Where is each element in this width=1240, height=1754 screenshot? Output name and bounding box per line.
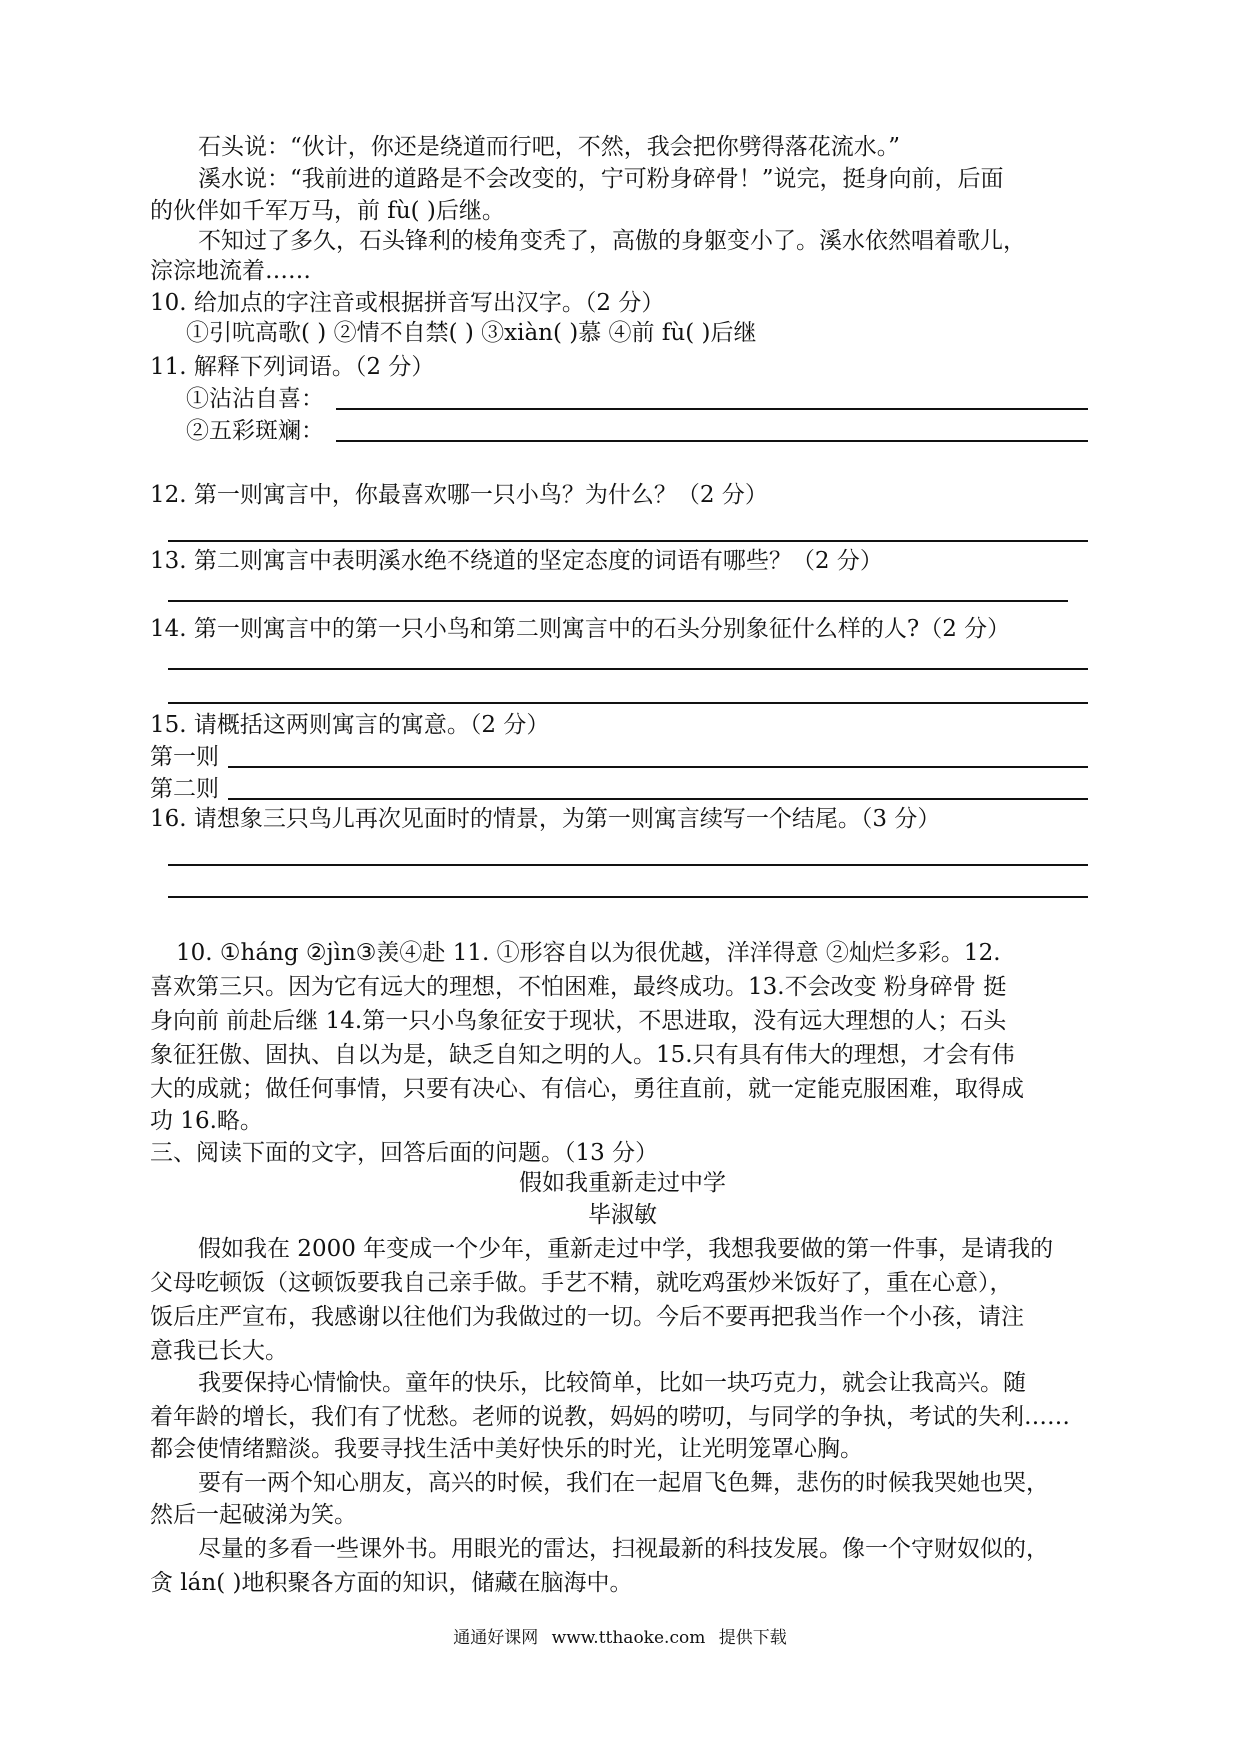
answer-line <box>336 440 1088 442</box>
answer-line <box>168 864 1088 866</box>
question-15: 15. 请概括这两则寓言的寓意。（2 分） <box>150 712 550 738</box>
article-line: 父母吃顿饭（这顿饭要我自己亲手做。手艺不精，就吃鸡蛋炒米饭好了，重在心意）， <box>150 1270 1013 1296</box>
answer-line <box>336 408 1088 410</box>
question-15-b: 第二则 <box>150 776 219 802</box>
answer-key-line: 10. ①háng ②jìn③羡④赴 11. ①形容自以为很优越，洋洋得意 ②灿烂多彩。12. <box>176 940 1001 966</box>
passage-line: 不知过了多久，石头锋利的棱角变秃了，高傲的身躯变小了。溪水依然唱着歌儿， <box>198 228 1026 254</box>
article-author: 毕淑敏 <box>588 1202 657 1228</box>
footer-note: 提供下载 <box>718 1628 787 1648</box>
article-line: 要有一两个知心朋友，高兴的时候，我们在一起眉飞色舞，悲伤的时候我哭她也哭， <box>198 1470 1049 1496</box>
article-line: 然后一起破涕为笑。 <box>150 1502 357 1528</box>
question-14: 14. 第一则寓言中的第一只小鸟和第二则寓言中的石头分别象征什么样的人?（2 分） <box>150 616 1011 642</box>
answer-line <box>168 600 1068 602</box>
question-12: 12. 第一则寓言中，你最喜欢哪一只小鸟？为什么？（2 分） <box>150 482 768 508</box>
answer-line <box>168 540 1088 542</box>
passage-line: 淙淙地流着…… <box>150 258 311 284</box>
answer-line <box>168 668 1088 670</box>
question-10-items: ①引吭高歌( ) ②情不自禁( ) ③xiàn( )慕 ④前 fù( )后继 <box>186 320 757 346</box>
answer-key-line: 象征狂傲、固执、自以为是，缺乏自知之明的人。15.只有具有伟大的理想，才会有伟 <box>150 1042 1015 1068</box>
article-line: 意我已长大。 <box>150 1338 288 1364</box>
question-11-b: ②五彩斑斓： <box>186 418 324 444</box>
passage-line: 石头说：“伙计，你还是绕道而行吧，不然，我会把你劈得落花流水。” <box>198 134 901 160</box>
footer-site: 通通好课网 <box>453 1628 539 1648</box>
question-11-a: ①沾沾自喜： <box>186 386 324 412</box>
question-11: 11. 解释下列词语。（2 分） <box>150 354 435 380</box>
answer-key-line: 身向前 前赴后继 14.第一只小鸟象征安于现状，不思进取，没有远大理想的人；石头 <box>150 1008 1007 1034</box>
answer-key-line: 大的成就；做任何事情，只要有决心、有信心，勇往直前，就一定能克服困难，取得成 <box>150 1076 1024 1102</box>
article-line: 贪 lán( )地积聚各方面的知识，储藏在脑海中。 <box>150 1570 633 1596</box>
answer-key-line: 喜欢第三只。因为它有远大的理想，不怕困难，最终成功。13.不会改变 粉身碎骨 挺 <box>150 974 1007 1000</box>
question-10: 10. 给加点的字注音或根据拼音写出汉字。（2 分） <box>150 290 665 316</box>
question-13: 13. 第二则寓言中表明溪水绝不绕道的坚定态度的词语有哪些？（2 分） <box>150 548 883 574</box>
question-15-a: 第一则 <box>150 744 219 770</box>
article-title: 假如我重新走过中学 <box>519 1170 726 1196</box>
article-line: 假如我在 2000 年变成一个少年，重新走过中学，我想我要做的第一件事，是请我的 <box>198 1236 1054 1262</box>
answer-key-line: 功 16.略。 <box>150 1108 263 1134</box>
answer-line <box>168 896 1088 898</box>
passage-line: 的伙伴如千军万马，前 fù( )后继。 <box>150 198 505 224</box>
article-line: 我要保持心情愉快。童年的快乐，比较简单，比如一块巧克力，就会让我高兴。随 <box>198 1370 1026 1396</box>
section-heading: 三、阅读下面的文字，回答后面的问题。（13 分） <box>150 1140 659 1166</box>
article-line: 尽量的多看一些课外书。用眼光的雷达，扫视最新的科技发展。像一个守财奴似的， <box>198 1536 1049 1562</box>
answer-line <box>228 798 1088 800</box>
article-line: 饭后庄严宣布，我感谢以往他们为我做过的一切。今后不要再把我当作一个小孩，请注 <box>150 1304 1024 1330</box>
footer-url[interactable]: www.tthaoke.com <box>551 1628 706 1648</box>
passage-line: 溪水说：“我前进的道路是不会改变的，宁可粉身碎骨！”说完，挺身向前，后面 <box>198 166 1004 192</box>
article-line: 都会使情绪黯淡。我要寻找生活中美好快乐的时光，让光明笼罩心胸。 <box>150 1436 863 1462</box>
question-16: 16. 请想象三只鸟儿再次见面时的情景，为第一则寓言续写一个结尾。（3 分） <box>150 806 941 832</box>
article-line: 着年龄的增长，我们有了忧愁。老师的说教，妈妈的唠叨，与同学的争执，考试的失利…… <box>150 1404 1070 1430</box>
answer-line <box>228 766 1088 768</box>
answer-line <box>168 702 1088 704</box>
page-footer <box>0 1626 1240 1650</box>
